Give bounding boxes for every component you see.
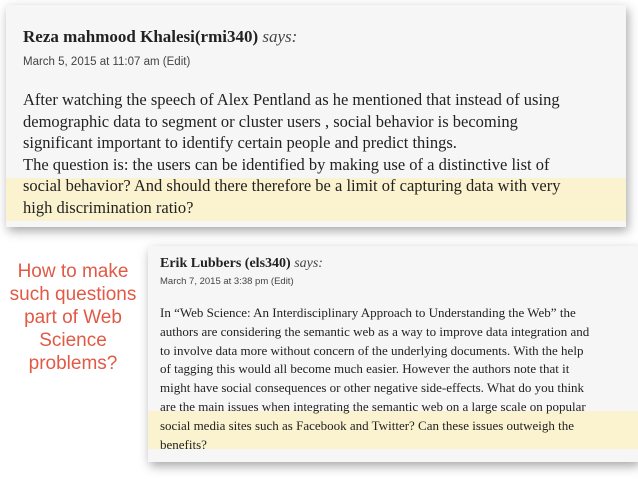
annotation-line: part of Web xyxy=(24,307,122,328)
comment-line: might have social consequences or other negative side-effects. What do you think xyxy=(160,380,585,396)
comment-body xyxy=(23,89,560,218)
comment-line: significant important to identify certain people and predict things. xyxy=(23,133,457,152)
annotation-question xyxy=(0,260,146,375)
comment-meta xyxy=(23,56,190,68)
annotation-line: Science xyxy=(39,330,107,351)
comment-line: authors are considering the semantic web as a way to improve data integration and xyxy=(160,323,590,339)
comment-line: to involve data more without concern of the underlying documents. With the help xyxy=(160,342,584,358)
comment-author xyxy=(23,27,297,47)
comment-line: The question is: the users can be identified by making use of a distinctive list of xyxy=(23,154,550,174)
annotation-line: problems? xyxy=(28,353,118,374)
edit-link[interactable]: (Edit) xyxy=(270,276,294,287)
annotation-line: How to make xyxy=(17,261,129,282)
comment-date[interactable]: March 5, 2015 at 11:07 am xyxy=(23,56,160,68)
comment-line: social behavior? And should there therefore be a limit of capturing data with very xyxy=(23,176,561,195)
says-label: says: xyxy=(294,256,323,271)
comment-line: of tagging this would all become much easier. However the authors note that it xyxy=(160,361,570,377)
comment-line: After watching the speech of Alex Pentland as he mentioned that instead of using xyxy=(23,90,560,109)
comment-card-1 xyxy=(6,5,626,227)
edit-link[interactable]: (Edit) xyxy=(162,56,191,68)
comment-line: benefits? xyxy=(160,436,207,452)
comment-author xyxy=(160,256,323,272)
says-label: says: xyxy=(262,27,298,46)
comment-line: demographic data to segment or cluster users , social behavior is becoming xyxy=(23,111,518,131)
comment-meta xyxy=(160,276,294,287)
author-name[interactable]: Reza mahmood Khalesi(rmi340) xyxy=(23,27,259,46)
comment-date[interactable]: March 7, 2015 at 3:38 pm xyxy=(160,276,269,287)
author-name[interactable]: Erik Lubbers (els340) xyxy=(160,256,291,271)
annotation-line: such questions xyxy=(9,284,137,305)
comment-line: social media sites such as Facebook and Twitter? Can these issues outweigh the xyxy=(160,417,575,433)
comment-line: high discrimination ratio? xyxy=(23,197,194,217)
comment-line: are the main issues when integrating the semantic web on a large scale on popular xyxy=(160,398,586,414)
comment-line: In “Web Science: An Interdisciplinary Approach to Understanding the Web” the xyxy=(160,305,576,320)
comment-card-2 xyxy=(148,246,638,462)
comment-body xyxy=(160,304,589,454)
